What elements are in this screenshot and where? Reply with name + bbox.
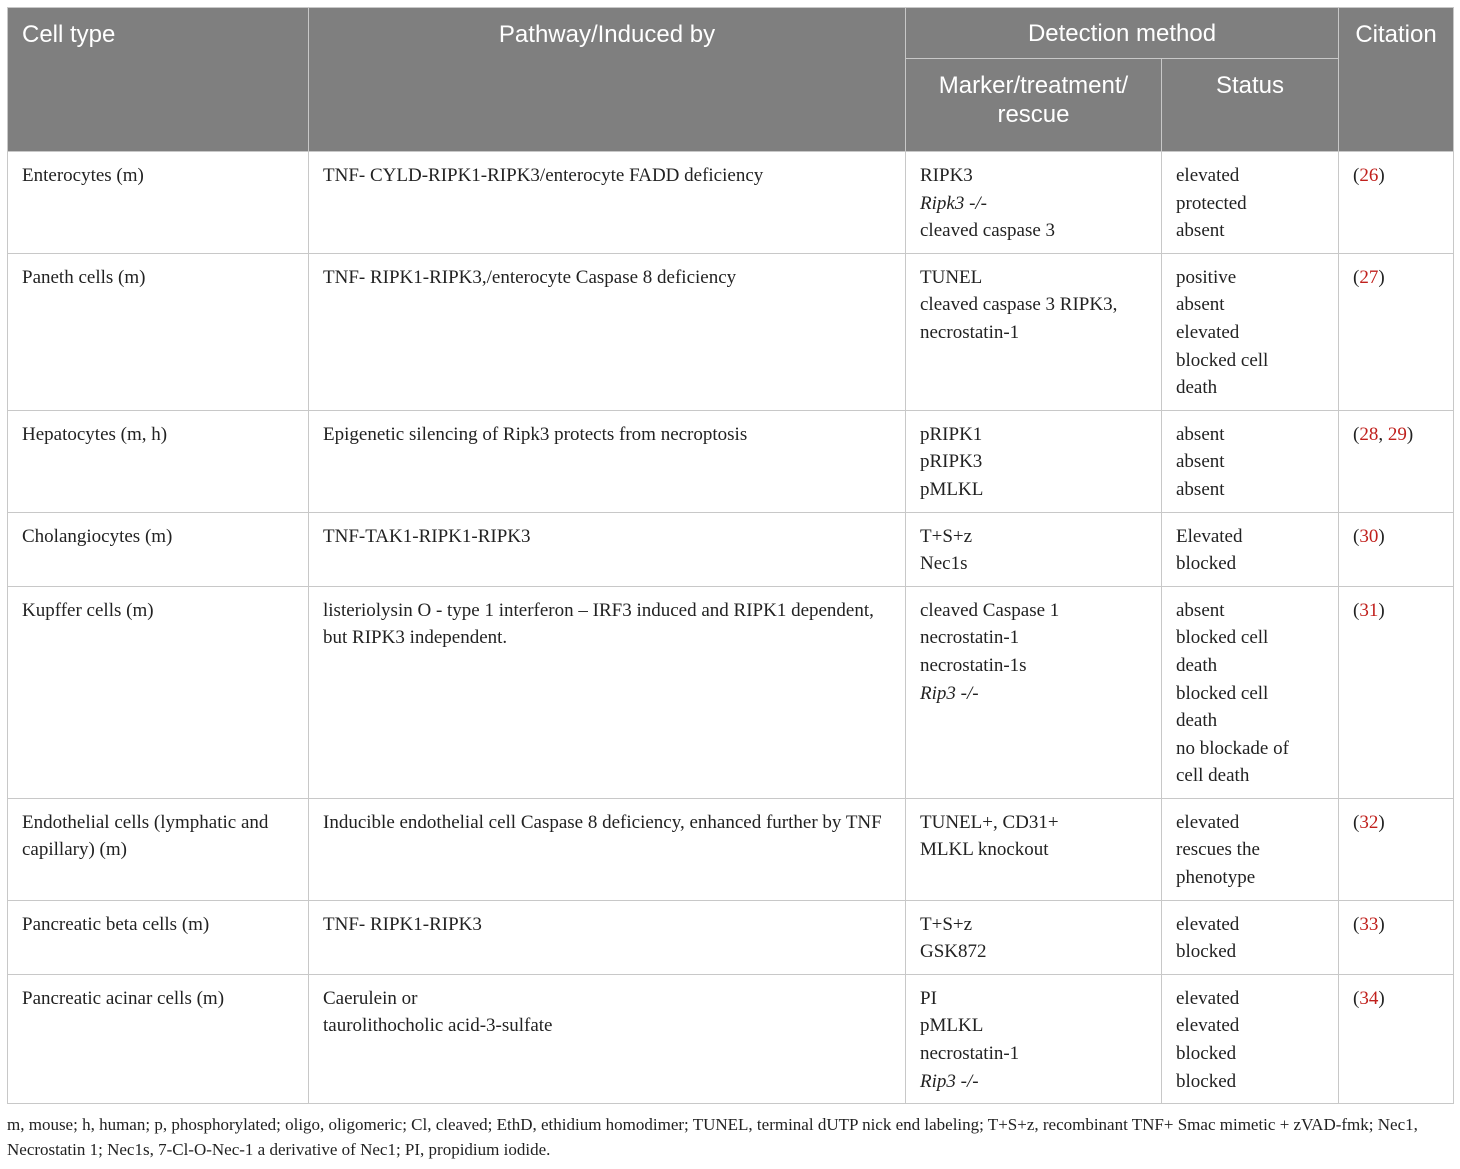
status-item: blocked cell [1176,349,1269,371]
citation-open-paren: ( [1353,913,1360,935]
marker-item: GSK872 [920,941,987,963]
status-item: blocked cell [1176,682,1269,704]
status [1162,410,1339,512]
cell-type: Cholangiocytes (m) [8,512,309,586]
marker-item: T+S+z [920,525,973,547]
marker-item: pMLKL [920,1015,984,1037]
marker-item: cleaved Caspase 1 [920,599,1060,621]
status [1162,798,1339,900]
citation-open-paren: ( [1353,266,1360,288]
header-marker: Marker/treatment/ rescue [906,59,1162,152]
status-item: blocked [1176,553,1237,575]
status-item: absent [1176,294,1225,316]
status-item: absent [1176,599,1225,621]
citation-close-paren: ) [1378,811,1385,833]
marker-item: pMLKL [920,478,984,500]
marker-item: necrostatin-1 [920,321,1020,343]
status-item: elevated [1176,811,1240,833]
marker-item: TUNEL [920,266,983,288]
markers [906,586,1162,798]
cell-type: Paneth cells (m) [8,253,309,410]
citation-close-paren: ) [1406,423,1414,445]
citation-close-paren: ) [1378,913,1385,935]
marker-item: necrostatin-1s [920,654,1027,676]
table-row [8,900,1454,974]
status [1162,974,1339,1103]
marker-item: pRIPK1 [920,423,983,445]
citation [1339,798,1454,900]
citation [1339,900,1454,974]
table-footnote: m, mouse; h, human; p, phosphorylated; oligo, oligomeric; Cl, cleaved; EthD, ethidium homodimer; TUNEL, terminal dUTP nick end labeling; T+S+z, recombinant TNF+ Smac mimetic + zVAD-fmk; Nec1, Necrostatin 1; Nec1s, 7-Cl-O-Nec-1 a derivative of Nec1; PI, propidium iodide. [7,1115,1418,1160]
status-item: positive [1176,266,1237,288]
status-item: absent [1176,451,1225,473]
status-item: cell death [1176,765,1250,787]
citation-open-paren: ( [1353,599,1360,621]
markers [906,253,1162,410]
citation-open-paren: ( [1353,165,1360,186]
header-cell-type: Cell type [8,8,309,152]
citation-link[interactable]: 34 [1359,987,1379,1009]
cell-type: Hepatocytes (m, h) [8,410,309,512]
marker-item: necrostatin-1 [920,627,1020,649]
pathway: Caerulein or taurolithocholic acid-3-sulfate [309,974,906,1103]
status-item: elevated [1176,1015,1240,1037]
marker-item: necrostatin-1 [920,1043,1020,1065]
status-item: blocked [1176,941,1237,963]
table-row [8,974,1454,1103]
status [1162,253,1339,410]
markers [906,512,1162,586]
table-body [8,152,1454,1104]
marker-item: T+S+z [920,913,973,935]
citation-link[interactable]: 27 [1359,266,1379,288]
pathway: Epigenetic silencing of Ripk3 protects from necroptosis [309,410,906,512]
table-row [8,586,1454,798]
citation-close-paren: ) [1378,599,1385,621]
status [1162,586,1339,798]
citation-link[interactable]: 31 [1359,599,1379,621]
necroptosis-table [7,7,1454,1104]
pathway: listeriolysin O - type 1 interferon – IRF3 induced and RIPK1 dependent, but RIPK3 independent. [309,586,906,798]
marker-item: Nec1s [920,553,968,575]
status-item: elevated [1176,987,1240,1009]
citation [1339,586,1454,798]
status-item: absent [1176,478,1225,500]
citation-close-paren: ) [1378,525,1385,547]
status-item: protected [1176,192,1247,214]
cell-type: Pancreatic acinar cells (m) [8,974,309,1103]
marker-item: Rip3 -/- [920,1070,979,1092]
table-row [8,152,1454,254]
status-item: phenotype [1176,867,1256,889]
status-item: blocked [1176,1070,1237,1092]
table-row [8,253,1454,410]
citation-link[interactable]: 32 [1359,811,1379,833]
pathway: TNF- CYLD-RIPK1-RIPK3/enterocyte FADD deficiency [309,152,906,254]
status-item: elevated [1176,321,1240,343]
cell-type: Kupffer cells (m) [8,586,309,798]
citation-close-paren: ) [1378,266,1385,288]
citation [1339,974,1454,1103]
marker-item: RIPK3 [920,165,973,186]
pathway: TNF-TAK1-RIPK1-RIPK3 [309,512,906,586]
citation: (28, 29) [1339,410,1454,512]
header-pathway: Pathway/Induced by [309,8,906,152]
pathway: TNF- RIPK1-RIPK3,/enterocyte Caspase 8 deficiency [309,253,906,410]
table-row [8,512,1454,586]
marker-item: Ripk3 -/- [920,192,988,214]
status-item: Elevated [1176,525,1243,547]
status-item: death [1176,377,1218,399]
marker-item: PI [920,987,937,1009]
marker-item: Rip3 -/- [920,682,979,704]
status [1162,152,1339,254]
status-item: death [1176,654,1218,676]
citation-close-paren: ) [1378,987,1385,1009]
pathway: Inducible endothelial cell Caspase 8 deficiency, enhanced further by TNF [309,798,906,900]
citation-link[interactable]: 29 [1387,423,1407,445]
marker-item: MLKL knockout [920,839,1049,861]
pathway: TNF- RIPK1-RIPK3 [309,900,906,974]
citation-open-paren: ( [1353,987,1360,1009]
markers [906,798,1162,900]
status-item: rescues the [1176,839,1260,861]
marker-item: TUNEL+, CD31+ [920,811,1059,833]
cell-type: Enterocytes (m) [8,152,309,254]
markers [906,974,1162,1103]
citation [1339,152,1454,254]
status-item: absent [1176,220,1225,242]
cell-type: Endothelial cells (lymphatic and capillary) (m) [8,798,309,900]
header-status: Status [1162,59,1339,152]
citation-link[interactable]: 33 [1359,913,1379,935]
header-detection-method: Detection method [906,8,1339,59]
status-item: blocked cell [1176,627,1269,649]
status-item: death [1176,710,1218,732]
citation-close-paren: ) [1378,165,1385,186]
citation-open-paren: ( [1353,811,1360,833]
citation-open-paren: ( [1353,525,1360,547]
status-item: elevated [1176,165,1240,186]
citation-link[interactable]: 28 [1359,423,1379,445]
table-row [8,410,1454,512]
citation [1339,512,1454,586]
marker-item: pRIPK3 [920,451,983,473]
cell-type: Pancreatic beta cells (m) [8,900,309,974]
marker-item: cleaved caspase 3 RIPK3, [920,294,1118,316]
citation-link[interactable]: 26 [1359,165,1379,186]
markers [906,152,1162,254]
status [1162,900,1339,974]
table-container [7,7,1453,1162]
status-item: absent [1176,423,1225,445]
header-citation: Citation [1339,8,1454,152]
citation-link[interactable]: 30 [1359,525,1379,547]
table-row [8,798,1454,900]
citation [1339,253,1454,410]
marker-item: cleaved caspase 3 [920,220,1056,242]
status-item: blocked [1176,1043,1237,1065]
markers [906,900,1162,974]
status-item: no blockade of [1176,737,1289,759]
citation-open-paren: ( [1353,423,1360,445]
status [1162,512,1339,586]
status-item: elevated [1176,913,1240,935]
markers [906,410,1162,512]
